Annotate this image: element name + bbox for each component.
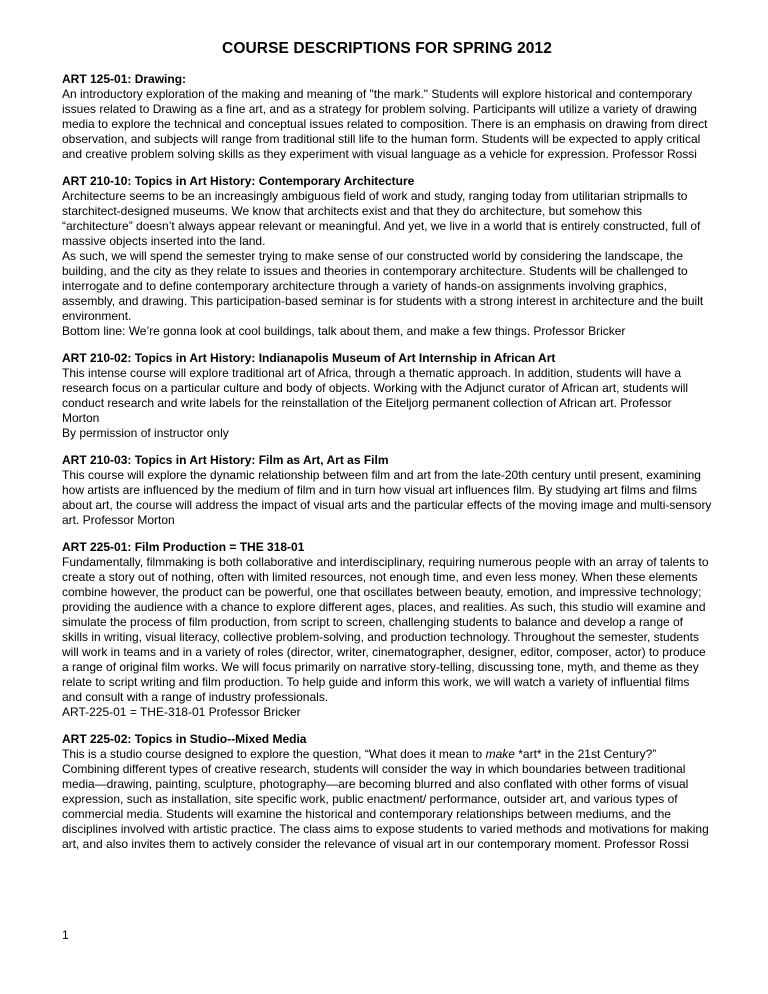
course-description: An introductory exploration of the making and meaning of "the mark." Students will explore historical and contemporary issues related to Drawing as a fine art, and as a strategy for problem solving. Participants will utilize a variety of drawing media to explore the technical and conceptual issues related to composition. There is an emphasis on drawing from direct observation, and subjects will range from traditional still life to the human form. Students will be expected to apply critical and creative problem solving skills as they experiment with visual language as a vehicle for expression. Professor Rossi bbox=[62, 87, 708, 161]
course-description: Fundamentally, filmmaking is both collaborative and interdisciplinary, requiring numerous people with an array of talents to create a story out of nothing, often with limited resources, not enough time, and even less money. When these elements combine however, the product can be powerful, one that oscillates between beauty, emotion, and impressive technology; providing the audience with a chance to explore different ages, places, and realities. As such, this studio will examine and simulate the process of film production, from script to screen, challenging students to balance and develop a range of skills in writing, visual literacy, collective problem-solving, and production technology. Throughout the semester, students will work in teams and in a variety of roles (director, writer, cinematographer, designer, editor, composer, actor) to produce a range of original film works. We will focus primarily on narrative story-telling, discussing tone, myth, and theme as they relate to script writing and film production. To help guide and inform this work, we will watch a variety of influential films and consult with a range of industry professionals. bbox=[62, 555, 709, 704]
course-art-210-02 bbox=[62, 351, 712, 441]
course-art-225-02 bbox=[62, 732, 712, 852]
course-art-210-03 bbox=[62, 453, 712, 528]
course-note: ART-225-01 = THE-318-01 Professor Bricker bbox=[62, 705, 301, 719]
emphasis-text: make bbox=[485, 747, 515, 761]
course-description: Architecture seems to be an increasingly ambiguous field of work and study, ranging today from utilitarian stripmalls to starchitect-designed museums. We know that architects exist and that they do architecture, but somehow this “architecture” doesn’t always appear relevant or meaningful. And yet, we live in a world that is entirely constructed, full of massive objects inserted into the land. bbox=[62, 189, 701, 248]
course-heading: ART 225-02: Topics in Studio--Mixed Media bbox=[62, 732, 307, 746]
course-heading: ART 210-10: Topics in Art History: Contemporary Architecture bbox=[62, 174, 415, 188]
course-description: This intense course will explore traditional art of Africa, through a thematic approach. In addition, students will have a research focus on a particular culture and body of objects. Working with the Adjunct curator of African art, students will conduct research and write labels for the reinstallation of the Eiteljorg permanent collection of African art. Professor Morton bbox=[62, 366, 689, 425]
description-text: This is a studio course designed to explore the question, “What does it mean to bbox=[62, 747, 486, 761]
course-art-125-01 bbox=[62, 72, 712, 162]
course-description bbox=[62, 747, 712, 852]
course-note: Bottom line: We’re gonna look at cool buildings, talk about them, and make a few things. Professor Bricker bbox=[62, 324, 626, 338]
course-heading: ART 210-02: Topics in Art History: Indianapolis Museum of Art Internship in African Art bbox=[62, 351, 556, 365]
course-description: As such, we will spend the semester trying to make sense of our constructed world by considering the landscape, the building, and the city as they relate to issues and theories in contemporary architecture. Students will be challenged to interrogate and to define contemporary architecture through a variety of hands-on assignments involving graphics, assembly, and drawing. This participation-based seminar is for students with a strong interest in architecture and the built environment. bbox=[62, 249, 704, 323]
course-heading: ART 210-03: Topics in Art History: Film as Art, Art as Film bbox=[62, 453, 389, 467]
description-text: *art* in the 21st Century?” Combining different types of creative research, students will consider the way in which boundaries between traditional media—drawing, painting, sculpture, photography—are becoming blurred and also conflated with other forms of visual expression, such as installation, site specific work, public enactment/ performance, outsider art, and various types of commercial media. Students will examine the historical and contemporary relationships between mediums, and the disciplines involved with artistic practice. The class aims to expose students to varied methods and motivations for making art, and also invites them to actively consider the relevance of visual art in our contemporary moment. Professor Rossi bbox=[62, 747, 709, 851]
document-page bbox=[62, 40, 712, 864]
page-number: 1 bbox=[62, 928, 69, 942]
document-title: COURSE DESCRIPTIONS FOR SPRING 2012 bbox=[222, 40, 552, 57]
course-art-225-01 bbox=[62, 540, 712, 720]
course-art-210-10 bbox=[62, 174, 712, 339]
course-note: By permission of instructor only bbox=[62, 426, 229, 440]
course-description: This course will explore the dynamic relationship between film and art from the late-20th century until present, examining how artists are influenced by the medium of film and in turn how visual art influences film. By studying art films and films about art, the course will address the impact of visual arts and the particular effects of the moving image and multi-sensory art. Professor Morton bbox=[62, 468, 712, 527]
course-heading: ART 225-01: Film Production = THE 318-01 bbox=[62, 540, 305, 554]
course-heading: ART 125-01: Drawing: bbox=[62, 72, 187, 86]
